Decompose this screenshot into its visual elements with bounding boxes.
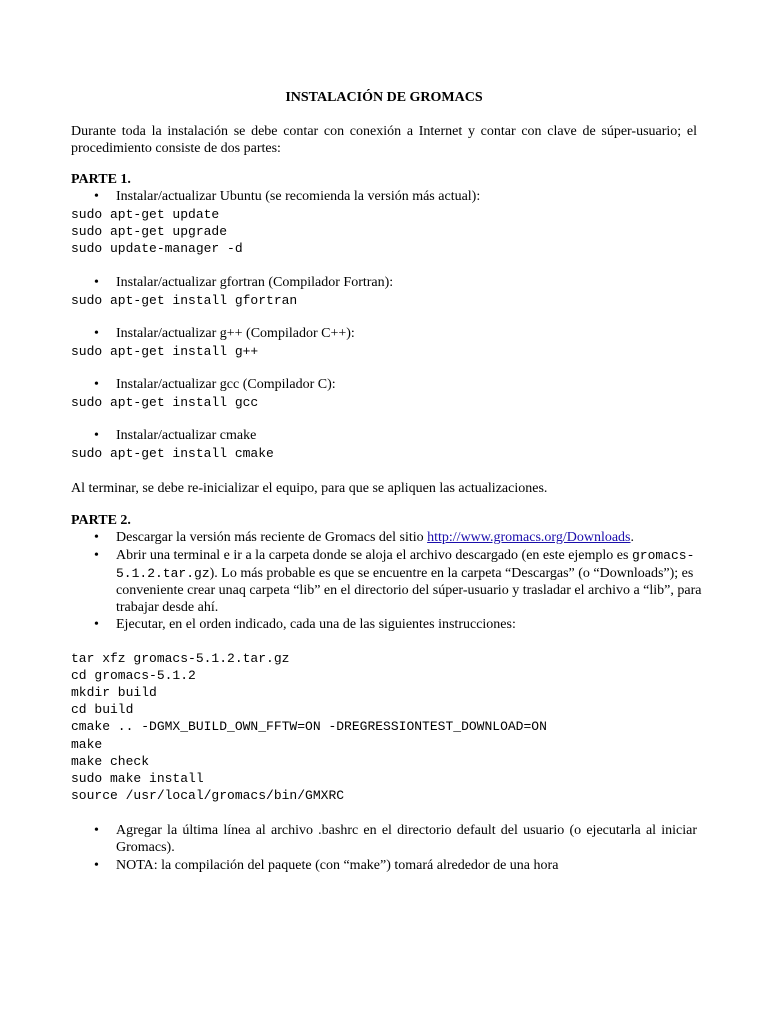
bullet-icon: • — [94, 326, 99, 341]
parte1-bullet-gfortran: Instalar/actualizar gfortran (Compilador Fortran): — [116, 275, 394, 290]
command-line: make — [71, 737, 103, 752]
bullet-icon: • — [94, 858, 99, 873]
parte1-bullet-cmake: Instalar/actualizar cmake — [116, 428, 257, 443]
bullet-icon: • — [94, 617, 99, 632]
parte2-bullet-download — [116, 529, 634, 546]
bashrc-line-1: Agregar la última línea al archivo .bashrc en el directorio default del usuario (o ejecutarla al iniciar — [116, 823, 697, 838]
bashrc-line-2: Gromacs). — [116, 840, 175, 855]
parte1-heading: PARTE 1. — [71, 172, 131, 187]
cmd-update-manager: sudo update-manager -d — [71, 241, 243, 256]
cmd-install-gcc: sudo apt-get install gcc — [71, 395, 259, 410]
page-title: INSTALACIÓN DE GROMACS — [285, 90, 483, 105]
command-line: make check — [71, 754, 150, 769]
bullet-icon: • — [94, 377, 99, 392]
command-line: sudo make install — [71, 771, 204, 786]
terminal-code-cont: 5.1.2.tar.gz — [116, 566, 210, 581]
bullet-icon: • — [94, 275, 99, 290]
bullet-icon: • — [94, 189, 99, 204]
parte2-bullet-terminal-line3: conveniente crear unaq carpeta “lib” en el directorio del súper-usuario y trasladar el archivo a “lib”, para — [116, 583, 702, 598]
command-line: mkdir build — [71, 685, 157, 700]
terminal-code: gromacs- — [631, 548, 695, 563]
cmd-apt-upgrade: sudo apt-get upgrade — [71, 224, 228, 239]
parte2-bullet-execute: Ejecutar, en el orden indicado, cada una de las siguientes instrucciones: — [116, 617, 516, 632]
terminal-text: Abrir una terminal e ir a la carpeta donde se aloja el archivo descargado (en este ejemplo es — [116, 548, 632, 563]
command-line: source /usr/local/gromacs/bin/GMXRC — [71, 788, 345, 803]
parte2-bullet-bashrc — [116, 822, 697, 856]
bullet-icon: • — [94, 548, 99, 563]
parte2-bullet-terminal-line4: trabajar desde ahí. — [116, 600, 219, 615]
reboot-note: Al terminar, se debe re-inicializar el equipo, para que se apliquen las actualizaciones. — [71, 481, 548, 496]
parte2-heading: PARTE 2. — [71, 513, 131, 528]
command-line: cmake .. -DGMX_BUILD_OWN_FFTW=ON -DREGRESSIONTEST_DOWNLOAD=ON — [71, 719, 547, 734]
cmd-apt-update: sudo apt-get update — [71, 207, 220, 222]
cmd-install-gpp: sudo apt-get install g++ — [71, 344, 259, 359]
parte2-bullet-nota: NOTA: la compilación del paquete (con “make”) tomará alrededor de una hora — [116, 858, 559, 873]
download-text-end: . — [630, 530, 634, 545]
command-line: cd gromacs-5.1.2 — [71, 668, 196, 683]
parte1-bullet-gcc: Instalar/actualizar gcc (Compilador C): — [116, 377, 336, 392]
gromacs-downloads-link[interactable]: http://www.gromacs.org/Downloads — [427, 530, 631, 545]
cmd-install-cmake: sudo apt-get install cmake — [71, 446, 274, 461]
intro-line-2: procedimiento consiste de dos partes: — [71, 141, 281, 156]
parte1-bullet-ubuntu: Instalar/actualizar Ubuntu (se recomienda la versión más actual): — [116, 189, 481, 204]
parte2-bullet-terminal-line1 — [116, 547, 694, 564]
download-text: Descargar la versión más reciente de Gromacs del sitio — [116, 530, 428, 545]
intro-line-1: Durante toda la instalación se debe contar con conexión a Internet y contar con clave de súper-usuario; el — [71, 124, 697, 139]
bullet-icon: • — [94, 823, 99, 838]
cmd-install-gfortran: sudo apt-get install gfortran — [71, 293, 298, 308]
intro-paragraph — [71, 123, 697, 157]
bullet-icon: • — [94, 530, 99, 545]
parte2-bullet-terminal-line2 — [116, 565, 693, 582]
terminal-text-cont: ). Lo más probable es que se encuentre en la carpeta “Descargas” (o “Downloads”); es — [209, 566, 694, 581]
parte1-bullet-gpp: Instalar/actualizar g++ (Compilador C++): — [116, 326, 355, 341]
command-line: tar xfz gromacs-5.1.2.tar.gz — [71, 651, 290, 666]
command-line: cd build — [71, 702, 134, 717]
bullet-icon: • — [94, 428, 99, 443]
